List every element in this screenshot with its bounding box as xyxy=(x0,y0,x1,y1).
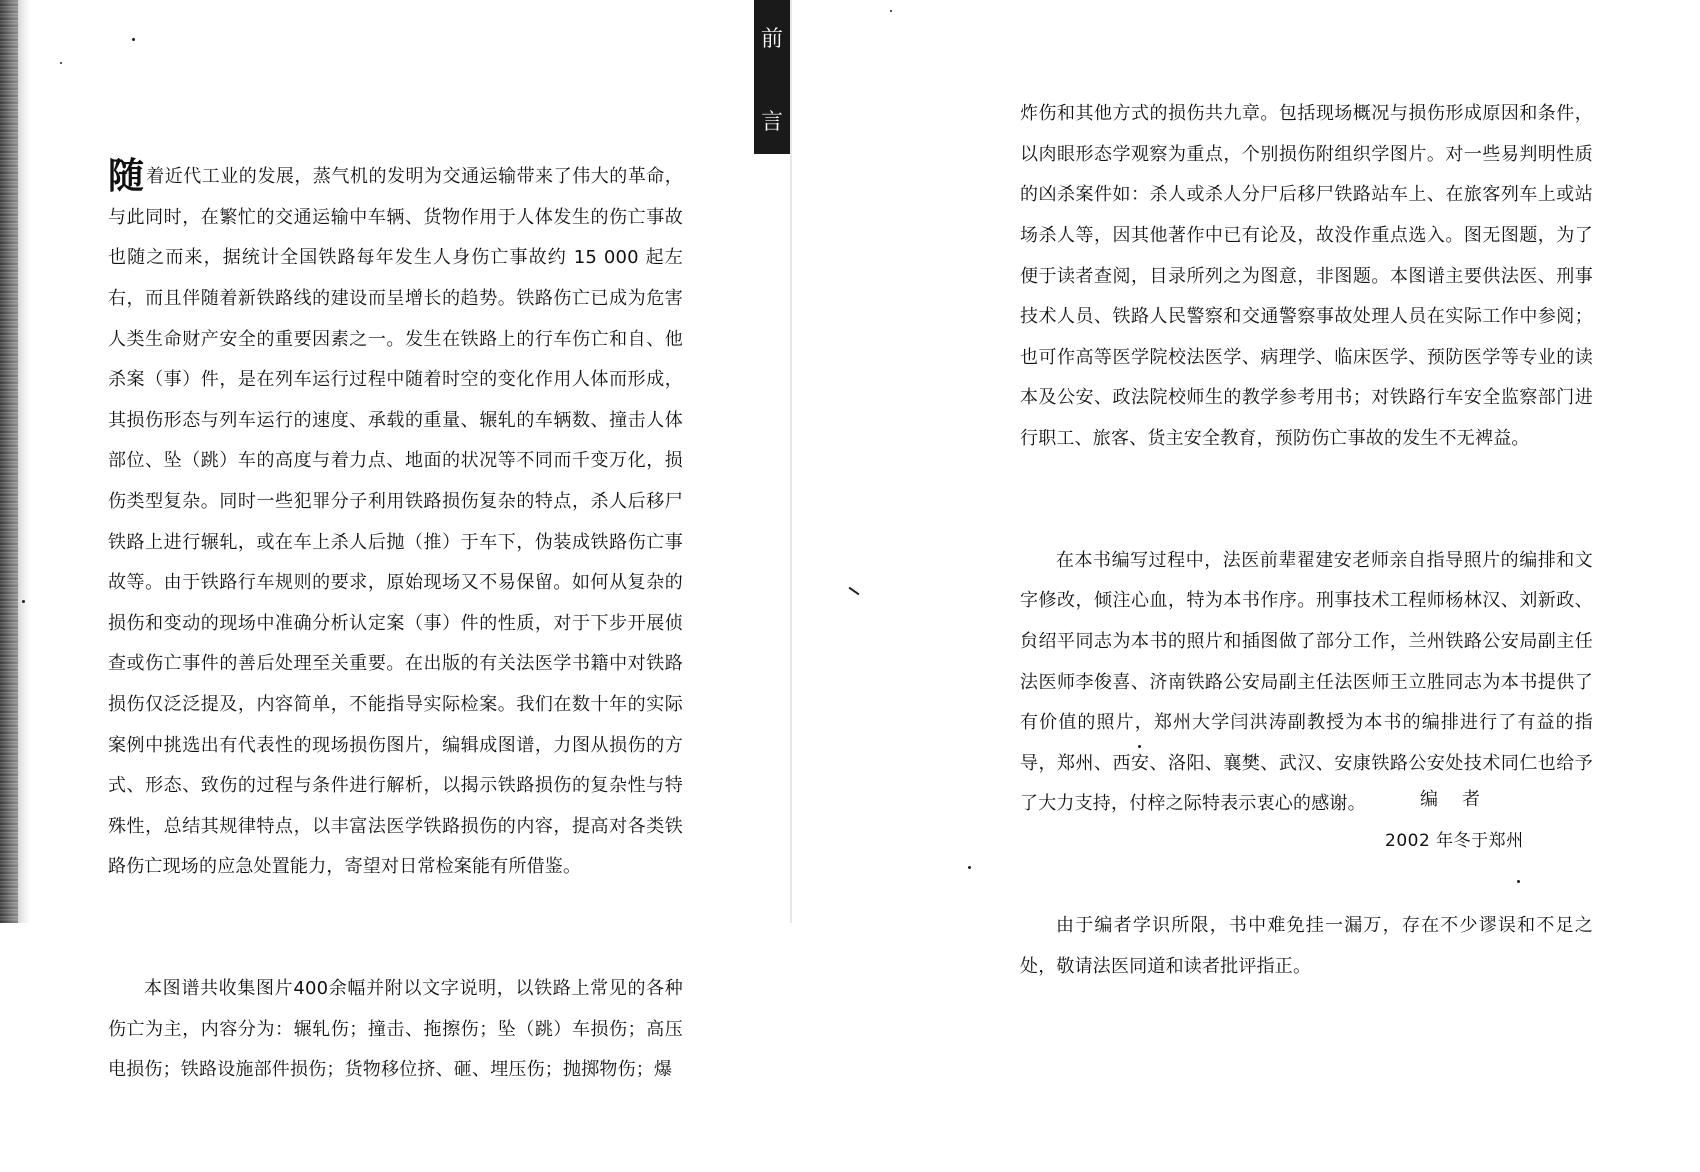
scan-speck xyxy=(22,600,25,603)
chapter-tab-char-top: 前 xyxy=(760,27,783,52)
scan-noise-edge xyxy=(0,0,18,923)
left-page-text xyxy=(108,76,683,1172)
right-paragraph-1: 炸伤和其他方式的损伤共九章。包括现场概况与损伤形成原因和条件，以肉眼形态学观察为重点，个别损伤附组织学图片。对一些易判明性质的凶杀案件如：杀人或杀人分尸后移尸铁路站车上、在旅客列车上或站场杀人等，因其他著作中已有论及，故没作重点选入。图无图题，为了便于读者查阅，目录所列之为图意，非图题。本图谱主要供法医、刑事技术人员、铁路人民警察和交通警察事故处理人员在实际工作中参阅；也可作高等医学院校法医学、病理学、临床医学、预防医学等专业的读本及公安、政法院校师生的教学参考用书；对铁路行车安全监察部门进行职工、旅客、货主安全教育，预防伤亡事故的发生不无裨益。 xyxy=(1020,103,1593,449)
dropcap: 随 xyxy=(108,156,145,198)
scan-speck xyxy=(849,587,860,596)
chapter-tab xyxy=(754,0,790,154)
author-signature: 编者 xyxy=(1420,789,1504,810)
scan-speck xyxy=(890,10,892,12)
right-paragraph-2: 在本书编写过程中，法医前辈翟建安老师亲自指导照片的编排和文字修改，倾注心血，特为本书作序。刑事技术工程师杨林汉、刘新政、贠绍平同志为本书的照片和插图做了部分工作，兰州铁路公安局副主任法医师李俊喜、济南铁路公安局副主任法医师王立胜同志为本书提供了有价值的照片，郑州大学闫洪涛副教授为本书的编排进行了有益的指导，郑州、西安、洛阳、襄樊、武汉、安康铁路公安处技术同仁也给予了大力支持，付梓之际特表示衷心的感谢。 xyxy=(1020,549,1593,815)
scan-speck xyxy=(968,866,971,869)
chapter-tab-char-bottom: 言 xyxy=(760,110,783,135)
left-page xyxy=(0,0,790,1081)
left-paragraph-2: 本图谱共收集图片400余幅并附以文字说明，以铁路上常见的各种伤亡为主，内容分为：辗轧伤；撞击、拖擦伤；坠（跳）车损伤；高压电损伤；铁路设施部件损伤；货物移位挤、砸、埋压伤；抛掷物伤；爆 xyxy=(108,978,683,1081)
left-paragraph-1-body: 着近代工业的发展，蒸气机的发明为交通运输带来了伟大的革命，与此同时，在繁忙的交通运输中车辆、货物作用于人体发生的伤亡事故也随之而来，据统计全国铁路每年发生人身伤亡事故约 15 000 起左右，而且伴随着新铁路线的建设而呈增长的趋势。铁路伤亡已成为危害人类生命财产安全的重要因素之一。发生在铁路上的行车伤亡和自、他杀案（事）件，是在列车运行过程中随着时空的变化作用人体而形成，其损伤形态与列车运行的速度、承载的重量、辗轧的车辆数、撞击人体部位、坠（跳）车的高度与着力点、地面的状况等不同而千变万化，损伤类型复杂。同时一些犯罪分子利用铁路损伤复杂的特点，杀人后移尸铁路上进行辗轧，或在车上杀人后抛（推）于车下，伪装成铁路伤亡事故等。由于铁路行车规则的要求，原始现场又不易保留。如何从复杂的损伤和变动的现场中准确分析认定案（事）件的性质，对于下步开展侦查或伤亡事件的善后处理至关重要。在出版的有关法医学书籍中对铁路损伤仅泛泛提及，内容简单，不能指导实际检案。我们在数十年的实际案例中挑选出有代表性的现场损伤图片，编辑成图谱，力图从损伤的方式、形态、致伤的过程与条件进行解析，以揭示铁路损伤的复杂性与特殊性，总结其规律特点，以丰富法医学铁路损伤的内容，提高对各类铁路伤亡现场的应急处置能力，寄望对日常检案能有所借鉴。 xyxy=(108,166,683,878)
left-paragraph-1 xyxy=(108,157,683,888)
date-place-line: 2002 年冬于郑州 xyxy=(1385,831,1524,851)
scan-speck xyxy=(132,38,135,41)
right-paragraph-3: 由于编者学识所限，书中难免挂一漏万，存在不少谬误和不足之处，敬请法医同道和读者批评指正。 xyxy=(1020,915,1593,977)
right-page-text xyxy=(1020,13,1593,1028)
scan-speck xyxy=(60,62,62,64)
